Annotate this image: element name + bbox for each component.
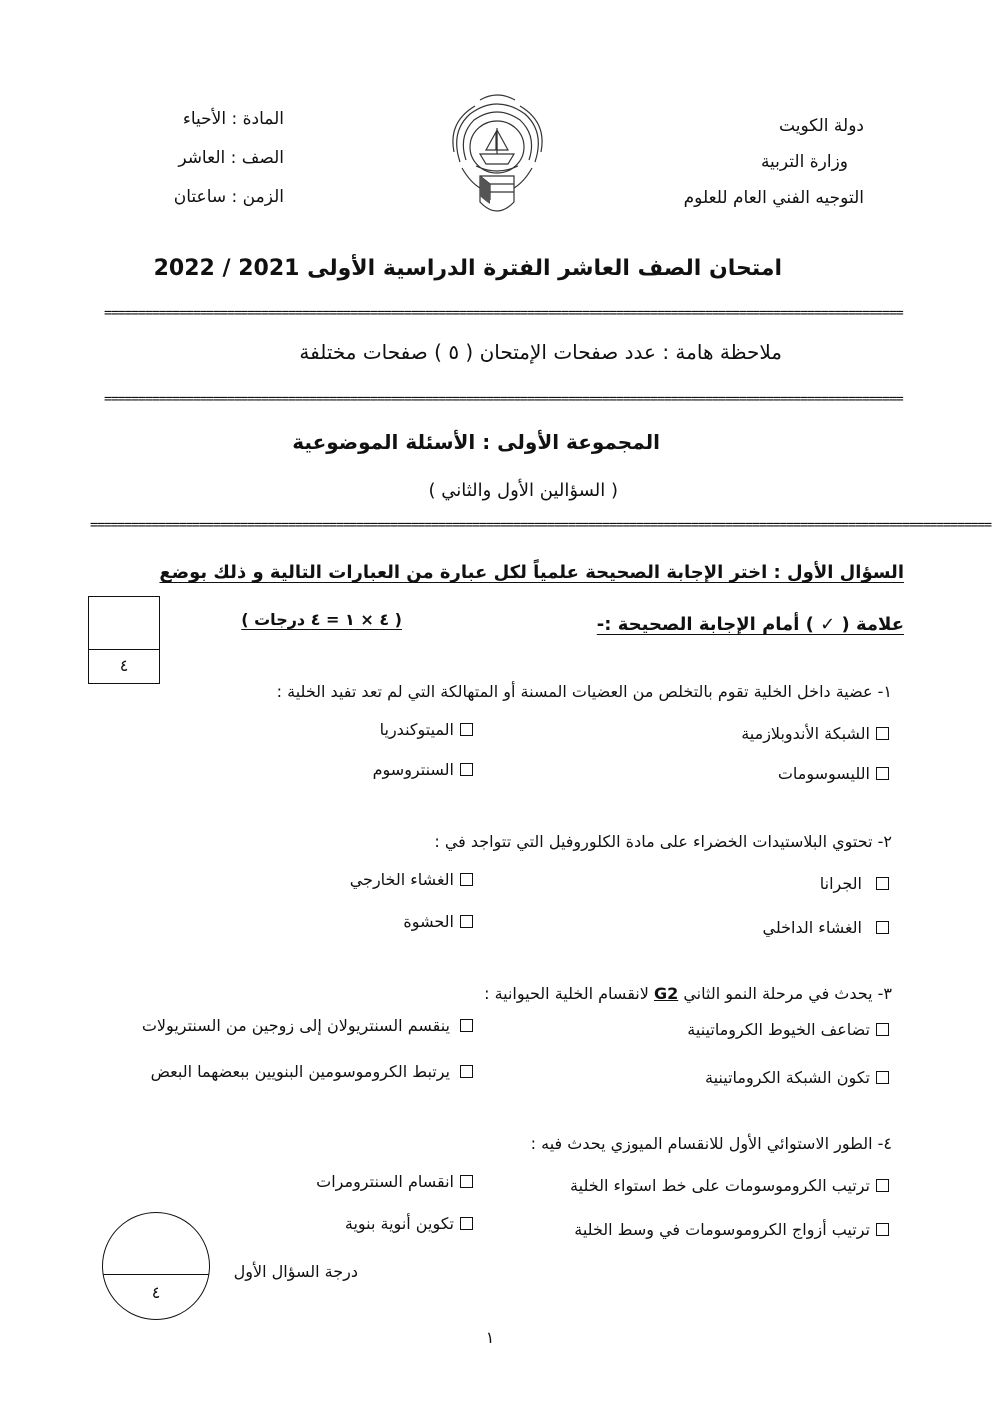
- group-subtitle: ( السؤالين الأول والثاني ): [428, 480, 618, 501]
- checkbox[interactable]: [876, 727, 889, 740]
- checkbox[interactable]: [876, 1071, 889, 1084]
- option-3d[interactable]: يرتبط الكروموسومين البنويين ببعضهما البعض: [151, 1062, 473, 1081]
- department-name: التوجيه الفني العام للعلوم: [683, 188, 864, 208]
- page-number: ١: [485, 1328, 495, 1347]
- checkbox[interactable]: [460, 915, 473, 928]
- question-one-grade-circle: [102, 1212, 210, 1320]
- checkbox[interactable]: [876, 1023, 889, 1036]
- checkbox[interactable]: [876, 1223, 889, 1236]
- country-name: دولة الكويت: [779, 116, 864, 136]
- question-3-text-after: لانقسام الخلية الحيوانية :: [484, 984, 649, 1003]
- question-one-grade-label: درجة السؤال الأول: [233, 1262, 358, 1281]
- option-3b[interactable]: ينقسم السنتريولان إلى زوجين من السنتريولات: [142, 1016, 473, 1035]
- option-3a[interactable]: تضاعف الخيوط الكروماتينية: [687, 1020, 889, 1039]
- checkbox[interactable]: [460, 1175, 473, 1188]
- question-one-instruction: السؤال الأول : اختر الإجابة الصحيحة علمياً لكل عبارة من العبارات التالية و ذلك بوضع: [159, 562, 904, 583]
- header-right: [604, 108, 864, 216]
- checkbox[interactable]: [460, 1217, 473, 1230]
- option-1d[interactable]: السنتروسوم: [373, 760, 473, 779]
- subject-label: المادة : الأحياء: [182, 109, 284, 129]
- question-3-text: [132, 984, 892, 1003]
- question-3-term: G2: [653, 984, 679, 1003]
- checkbox[interactable]: [876, 877, 889, 890]
- checkbox[interactable]: [460, 723, 473, 736]
- option-2b[interactable]: الغشاء الخارجي: [350, 870, 473, 889]
- question-one-grade-value: ٤: [151, 1283, 161, 1302]
- group-title: المجموعة الأولى : الأسئلة الموضوعية: [292, 430, 660, 454]
- option-4d[interactable]: تكوين أنوية بنوية: [345, 1214, 473, 1233]
- option-2d[interactable]: الحشوة: [403, 912, 473, 931]
- option-3c[interactable]: تكون الشبكة الكروماتينية: [705, 1068, 889, 1087]
- checkbox[interactable]: [876, 921, 889, 934]
- grade-label: الصف : العاشر: [178, 148, 284, 168]
- score-box: [88, 596, 160, 684]
- exam-note: ملاحظة هامة : عدد صفحات الإمتحان ( ٥ ) صفحات مختلفة: [299, 340, 782, 364]
- duration-label: الزمن : ساعتان: [173, 187, 284, 207]
- option-4b[interactable]: انقسام السنترومرات: [316, 1172, 473, 1191]
- question-3-text-before: ٣- يحدث في مرحلة النمو الثاني: [683, 984, 892, 1003]
- ministry-name: وزارة التربية: [760, 152, 848, 172]
- checkbox[interactable]: [460, 1065, 473, 1078]
- checkbox[interactable]: [876, 1179, 889, 1192]
- divider-line: =====================================================================================================================: [104, 392, 903, 407]
- question-1-text: ١- عضية داخل الخلية تقوم بالتخلص من العضيات المسنة أو المتهالكة التي لم تعد تفيد الخلية :: [276, 682, 892, 701]
- checkbox[interactable]: [460, 763, 473, 776]
- checkbox[interactable]: [460, 1019, 473, 1032]
- option-4c[interactable]: ترتيب أزواج الكروموسومات في وسط الخلية: [574, 1220, 889, 1239]
- checkbox[interactable]: [876, 767, 889, 780]
- kuwait-emblem-icon: [440, 92, 555, 224]
- option-2c[interactable]: الغشاء الداخلي: [763, 918, 889, 937]
- question-4-text: ٤- الطور الاستوائي الأول للانقسام الميوزي يحدث فيه :: [530, 1134, 892, 1153]
- question-one-instruction-cont: علامة ( ✓ ) أمام الإجابة الصحيحة :-: [596, 614, 904, 635]
- option-4a[interactable]: ترتيب الكروموسومات على خط استواء الخلية: [570, 1176, 889, 1195]
- header-left: [160, 100, 284, 217]
- divider-line: ====================================================================================================================================: [90, 518, 992, 533]
- divider-line: =====================================================================================================================: [104, 306, 903, 321]
- question-one-marks: ( ٤ × ١ = ٤ درجات ): [241, 610, 402, 629]
- score-box-value: ٤: [119, 656, 129, 675]
- option-1b[interactable]: الميتوكندريا: [380, 720, 473, 739]
- checkbox[interactable]: [460, 873, 473, 886]
- option-1a[interactable]: الشبكة الأندوبلازمية: [741, 724, 889, 743]
- option-1c[interactable]: الليسوسومات: [778, 764, 889, 783]
- question-2-text: ٢- تحتوي البلاستيدات الخضراء على مادة الكلوروفيل التي تتواجد في :: [434, 832, 892, 851]
- option-2a[interactable]: الجرانا: [820, 874, 889, 893]
- exam-title: امتحان الصف العاشر الفترة الدراسية الأولى 2021 / 2022: [153, 256, 782, 281]
